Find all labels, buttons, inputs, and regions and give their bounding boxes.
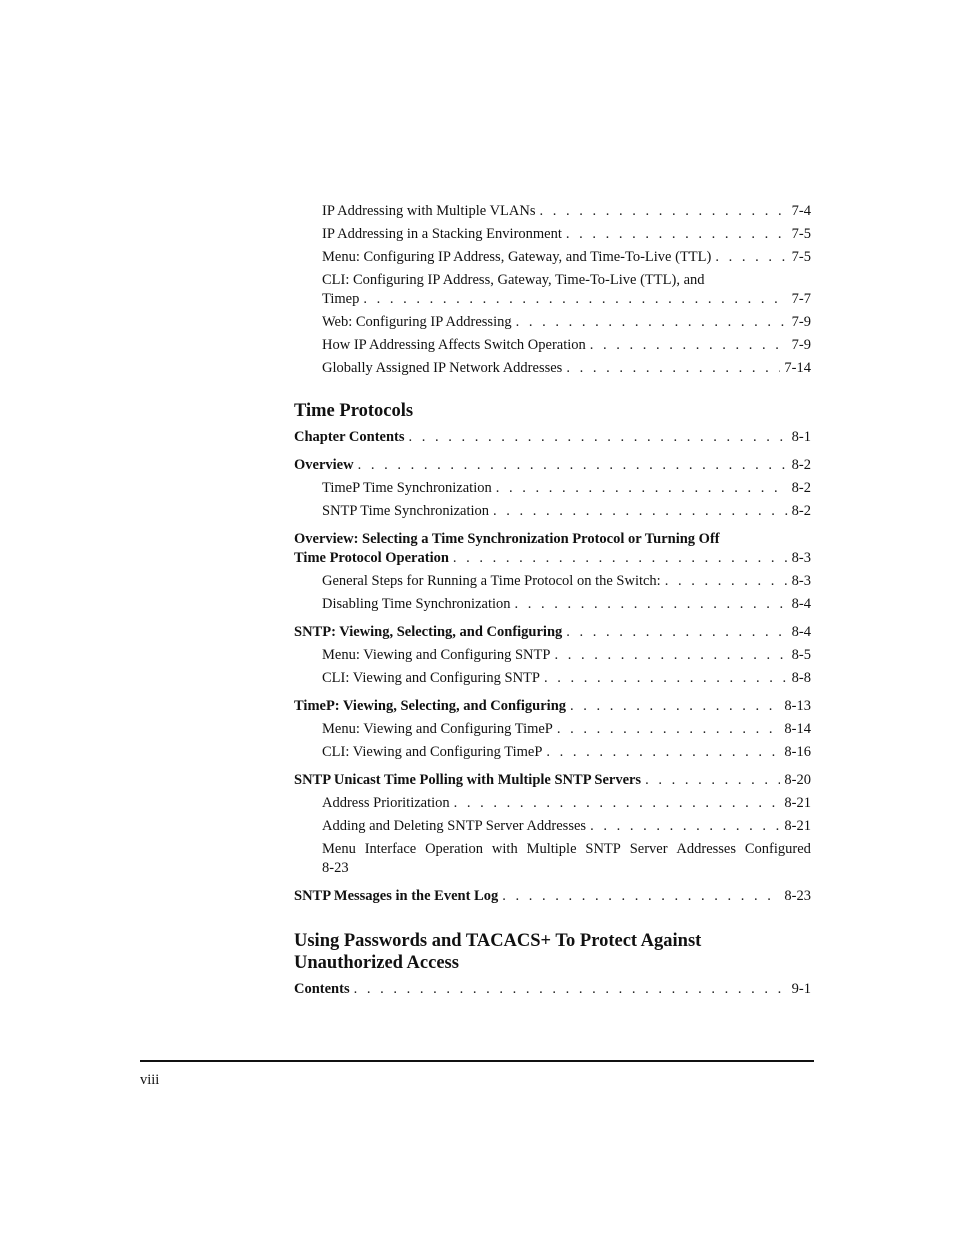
- toc-entry[interactable]: [322, 646, 811, 665]
- toc-entry-title: Web: Configuring IP Addressing: [322, 314, 512, 330]
- leader-dots: [354, 980, 788, 999]
- toc-entry-page: 7-14: [784, 360, 811, 376]
- toc-section-title: Contents: [294, 981, 350, 997]
- leader-dots: [358, 456, 788, 475]
- leader-dots: [557, 720, 781, 739]
- leader-dots: [363, 290, 787, 309]
- toc-entry-page: 8-2: [791, 480, 811, 496]
- toc-entry[interactable]: [322, 595, 811, 614]
- toc-section-title: SNTP: Viewing, Selecting, and Configuring: [294, 624, 563, 640]
- toc-section-title: SNTP Messages in the Event Log: [294, 888, 499, 904]
- leader-dots: [590, 336, 788, 355]
- leader-dots: [502, 887, 780, 906]
- title-word: SNTP: [585, 841, 621, 857]
- leader-dots: [409, 428, 788, 447]
- toc-entry-page: 8-21: [784, 795, 811, 811]
- toc-entry-page: 8-23: [322, 860, 349, 876]
- leader-dots: [493, 502, 788, 521]
- chapter-title[interactable]: [294, 930, 811, 974]
- toc-section-page: 9-1: [791, 981, 811, 997]
- toc-entry[interactable]: [322, 502, 811, 521]
- toc-section-title-line2: Time Protocol Operation: [294, 550, 449, 566]
- title-word: with: [491, 841, 518, 857]
- toc-entry[interactable]: [322, 840, 811, 878]
- toc-entry[interactable]: [322, 271, 811, 309]
- leader-dots: [566, 225, 788, 244]
- toc-entry-title: How IP Addressing Affects Switch Operation: [322, 337, 586, 353]
- page-number: viii: [140, 1072, 160, 1088]
- toc-section-page: 8-4: [791, 624, 811, 640]
- toc-entry-page: 7-7: [791, 291, 811, 307]
- toc-entry-page: 7-5: [791, 249, 811, 265]
- toc-section-page: 8-2: [791, 457, 811, 473]
- toc-entry-title: SNTP Time Synchronization: [322, 503, 490, 519]
- toc-entry-page: 8-3: [791, 573, 811, 589]
- toc-section-title: Overview: [294, 457, 354, 473]
- footer-divider: [140, 1060, 814, 1062]
- toc-section[interactable]: [294, 530, 811, 568]
- toc-section-title: SNTP Unicast Time Polling with Multiple SNTP Servers: [294, 772, 642, 788]
- toc-entry[interactable]: [322, 720, 811, 739]
- leader-dots: [544, 669, 788, 688]
- toc-entry-title: CLI: Viewing and Configuring TimeP: [322, 744, 543, 760]
- toc-entry[interactable]: [322, 248, 811, 267]
- table-of-contents: [294, 202, 811, 999]
- toc-section-title: TimeP: Viewing, Selecting, and Configuring: [294, 698, 567, 714]
- toc-section[interactable]: [294, 980, 811, 999]
- toc-entry-title: Menu: Viewing and Configuring TimeP: [322, 721, 553, 737]
- leader-dots: [566, 359, 780, 378]
- toc-entry[interactable]: [322, 817, 811, 836]
- toc-section[interactable]: [294, 697, 811, 716]
- title-word: Multiple: [526, 841, 577, 857]
- leader-dots: [515, 595, 788, 614]
- toc-section-page: 8-3: [791, 550, 811, 566]
- toc-entry[interactable]: [322, 336, 811, 355]
- toc-entry-title-line1: CLI: Configuring IP Address, Gateway, Time-To-Live (TTL), and: [322, 272, 705, 288]
- leader-dots: [496, 479, 788, 498]
- toc-entry-title: IP Addressing in a Stacking Environment: [322, 226, 562, 242]
- toc-section[interactable]: [294, 771, 811, 790]
- leader-dots: [645, 771, 780, 790]
- toc-entry[interactable]: [322, 359, 811, 378]
- toc-entry-page: 8-14: [784, 721, 811, 737]
- leader-dots: [566, 623, 787, 642]
- toc-entry-page: 8-8: [791, 670, 811, 686]
- toc-section[interactable]: [294, 456, 811, 475]
- toc-entry-page: 7-5: [791, 226, 811, 242]
- chapter-title-line2: Unauthorized Access: [294, 953, 459, 973]
- toc-entry-page: 7-9: [791, 337, 811, 353]
- leader-dots: [516, 313, 788, 332]
- chapter-title[interactable]: Time Protocols: [294, 401, 414, 421]
- toc-entry-title: IP Addressing with Multiple VLANs: [322, 203, 536, 219]
- toc-entry-title-line2: Timep: [322, 291, 360, 307]
- leader-dots: [715, 248, 787, 267]
- leader-dots: [554, 646, 787, 665]
- toc-entry-page: 7-9: [791, 314, 811, 330]
- toc-entry-page: 8-4: [791, 596, 811, 612]
- toc-entry[interactable]: [322, 572, 811, 591]
- toc-entry-title: Disabling Time Synchronization: [322, 596, 511, 612]
- toc-entry-title-justified: [322, 840, 811, 859]
- toc-entry-page: 8-2: [791, 503, 811, 519]
- toc-entry[interactable]: [322, 669, 811, 688]
- toc-entry-page: 8-16: [784, 744, 811, 760]
- toc-entry[interactable]: [322, 225, 811, 244]
- toc-entry[interactable]: [322, 202, 811, 221]
- title-word: Operation: [425, 841, 484, 857]
- leader-dots: [590, 817, 780, 836]
- toc-section-title: Chapter Contents: [294, 429, 405, 445]
- toc-entry[interactable]: [322, 794, 811, 813]
- toc-entry-title: TimeP Time Synchronization: [322, 480, 492, 496]
- title-word: Interface: [364, 841, 417, 857]
- toc-entry-title: Address Prioritization: [322, 795, 450, 811]
- leader-dots: [453, 549, 788, 568]
- leader-dots: [539, 202, 787, 221]
- leader-dots: [546, 743, 780, 762]
- toc-section-page: 8-20: [784, 772, 811, 788]
- toc-entry[interactable]: [322, 743, 811, 762]
- title-word: Addresses: [676, 841, 737, 857]
- toc-entry-page: 7-4: [791, 203, 811, 219]
- leader-dots: [665, 572, 788, 591]
- toc-entry-title: Adding and Deleting SNTP Server Addresses: [322, 818, 587, 834]
- leader-dots: [570, 697, 780, 716]
- title-word: Server: [629, 841, 668, 857]
- toc-section[interactable]: [294, 623, 811, 642]
- toc-section[interactable]: [294, 887, 811, 906]
- toc-entry-page: 8-21: [784, 818, 811, 834]
- toc-entry-title: CLI: Viewing and Configuring SNTP: [322, 670, 540, 686]
- toc-entry-title: Globally Assigned IP Network Addresses: [322, 360, 563, 376]
- toc-section-page: 8-13: [784, 698, 811, 714]
- toc-entry-title: General Steps for Running a Time Protocol on the Switch:: [322, 573, 661, 589]
- toc-section[interactable]: [294, 428, 811, 447]
- toc-entry[interactable]: [322, 313, 811, 332]
- toc-section-title-line1: Overview: Selecting a Time Synchronization Protocol or Turning Off: [294, 531, 720, 547]
- toc-entry[interactable]: [322, 479, 811, 498]
- toc-section-page: 8-23: [784, 888, 811, 904]
- toc-entry-title: Menu: Configuring IP Address, Gateway, and Time-To-Live (TTL): [322, 249, 712, 265]
- chapter-title-line1: Using Passwords and TACACS+ To Protect Against: [294, 931, 702, 951]
- toc-section-page: 8-1: [791, 429, 811, 445]
- toc-entry-page: 8-5: [791, 647, 811, 663]
- toc-entry-title: Menu: Viewing and Configuring SNTP: [322, 647, 551, 663]
- title-word: Configured: [744, 841, 811, 857]
- title-word: Menu: [322, 841, 356, 857]
- leader-dots: [454, 794, 781, 813]
